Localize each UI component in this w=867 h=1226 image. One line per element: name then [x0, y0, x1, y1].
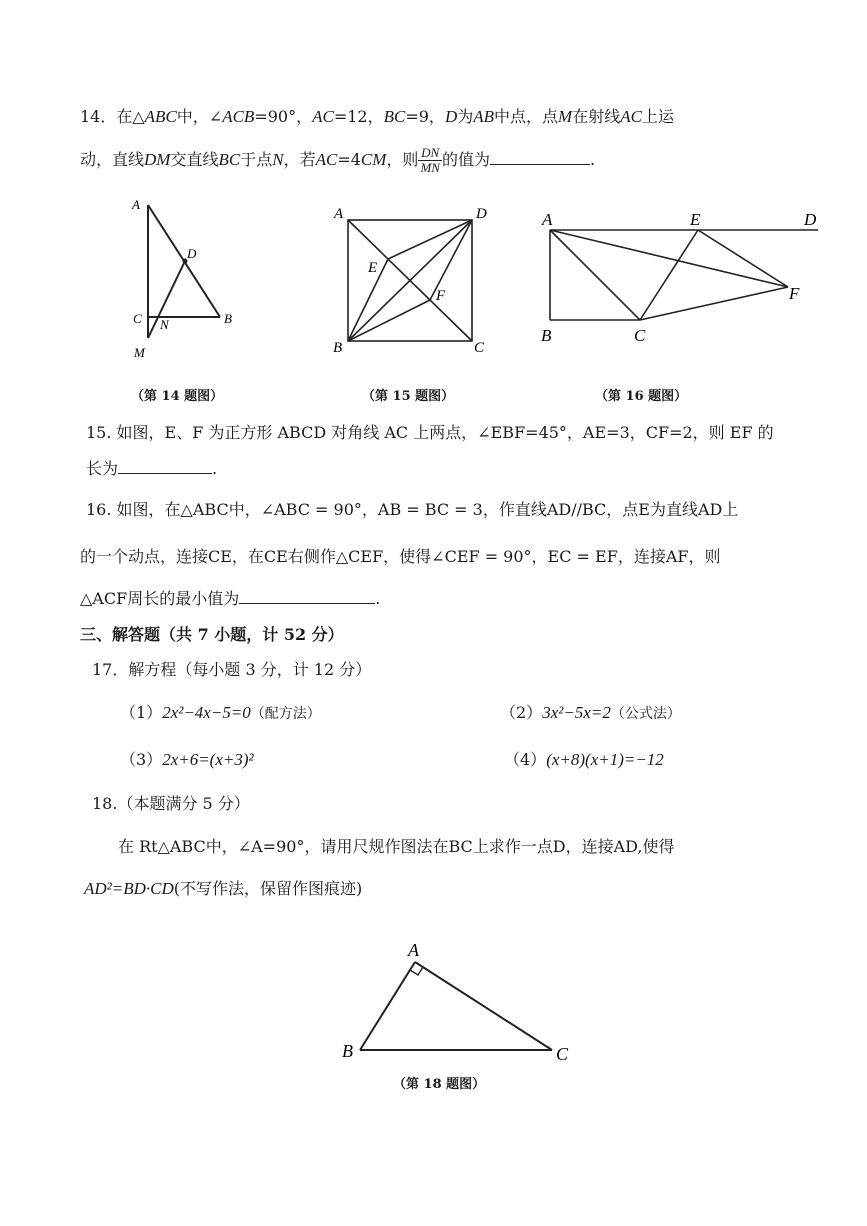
- label-b: B: [333, 340, 343, 356]
- text: 2x+6=(x+3)²: [162, 750, 254, 769]
- text: AD²=BD·CD: [84, 879, 174, 898]
- seg-ce: [640, 230, 698, 320]
- label-c: C: [634, 326, 646, 345]
- text: 的一个动点，连接CE，在CE右侧作△CEF，使得∠CEF = 90°，EC = EF，连接AF，则: [80, 547, 721, 566]
- answer-blank[interactable]: [490, 150, 590, 165]
- answer-blank[interactable]: [118, 459, 212, 474]
- seg-ac: [415, 962, 552, 1050]
- q16-line3: [80, 586, 380, 609]
- text: =4: [337, 150, 361, 169]
- q18-line1: [118, 834, 674, 857]
- text: DN: [418, 146, 442, 161]
- q18-line2: [84, 876, 362, 899]
- caption-fig16: （第 16 题图）: [595, 389, 688, 404]
- text: D: [444, 107, 458, 126]
- text: DM: [144, 150, 171, 169]
- q14-line2: [80, 146, 595, 175]
- text: 为: [457, 107, 474, 126]
- label-a: A: [542, 210, 553, 229]
- text: （2）: [500, 703, 543, 722]
- text: AC: [620, 107, 642, 126]
- text: 的值为: [441, 150, 490, 169]
- seg-ef: [698, 230, 788, 287]
- seg-cf: [640, 287, 788, 320]
- text: （3）: [120, 750, 163, 769]
- text: BC: [218, 150, 241, 169]
- label-d: D: [804, 210, 817, 229]
- q16-line2: [80, 544, 720, 567]
- q17-title: 17．解方程（每小题 3 分，计 12 分）: [92, 660, 372, 679]
- label-a: A: [132, 197, 140, 212]
- text: N: [272, 150, 284, 169]
- label-d: D: [476, 206, 487, 222]
- label-c: C: [133, 311, 142, 326]
- q15-line2: [86, 456, 217, 479]
- seg-dm: [148, 261, 185, 338]
- text: （4）: [504, 750, 547, 769]
- text: 于点: [240, 150, 273, 169]
- seg-ab: [360, 962, 415, 1050]
- seg-fd: [430, 220, 472, 300]
- text: 14．在△: [80, 107, 145, 126]
- text: ，若: [283, 150, 316, 169]
- text: 2x²−4x−5=0: [162, 703, 251, 722]
- q14-line1: [80, 104, 674, 127]
- text: ，则: [386, 150, 419, 169]
- point-d: [183, 259, 188, 264]
- text: 在射线: [572, 107, 621, 126]
- q18-title: 18.（本题满分 5 分）: [92, 794, 250, 813]
- q16-line1: [86, 497, 738, 520]
- text: （配方法）: [250, 706, 321, 722]
- text: =9，: [405, 107, 445, 126]
- seg-be: [348, 259, 388, 341]
- q17-p4: [504, 747, 664, 770]
- text: 16. 如图，在△ABC中，∠ABC = 90°，AB = BC = 3，作直线AD//BC，点E为直线AD上: [86, 500, 739, 519]
- section-3-heading: 三、解答题（共 7 小题，计 52 分）: [80, 625, 344, 644]
- q17-p2: [500, 700, 681, 723]
- text: CM: [360, 150, 387, 169]
- caption-fig15: （第 15 题图）: [362, 389, 455, 404]
- text: AC: [312, 107, 334, 126]
- q17-p3: [120, 747, 254, 770]
- text: 中，∠: [176, 107, 223, 126]
- fraction-dn-mn: [418, 146, 442, 175]
- text: 3x²−5x=2: [542, 703, 611, 722]
- seg-bf: [348, 300, 430, 341]
- text: =90°，: [254, 107, 313, 126]
- text: 动，直线: [80, 150, 145, 169]
- text: （公式法）: [610, 706, 681, 722]
- seg-af: [550, 230, 788, 287]
- q15-line1: [86, 420, 774, 443]
- text: 中点，点: [494, 107, 559, 126]
- text: MN: [420, 160, 440, 175]
- label-b: B: [342, 1041, 353, 1061]
- seg-ac: [550, 230, 640, 320]
- text: M: [558, 107, 573, 126]
- text: 交直线: [170, 150, 219, 169]
- text: 15. 如图，E、F 为正方形 ABCD 对角线 AC 上两点，∠EBF=45°，AE=3，CF=2，则 EF 的: [86, 423, 774, 442]
- diag-ac: [348, 220, 472, 341]
- text: △ACF周长的最小值为: [80, 589, 240, 608]
- label-c: C: [474, 340, 485, 356]
- right-angle-mark: [410, 967, 423, 975]
- label-n: N: [160, 317, 169, 332]
- label-f: F: [436, 288, 446, 304]
- text: .: [375, 589, 381, 608]
- text: （1）: [120, 703, 163, 722]
- label-a: A: [334, 206, 344, 222]
- text: .: [212, 459, 218, 478]
- text: AC: [315, 150, 338, 169]
- seg-ed: [388, 220, 472, 259]
- label-d: D: [187, 246, 197, 261]
- text: 上运: [641, 107, 674, 126]
- q17-p1: [120, 700, 321, 723]
- text: .: [589, 150, 596, 169]
- label-e: E: [368, 260, 378, 276]
- label-b: B: [224, 311, 232, 326]
- text: 长为: [86, 459, 119, 478]
- label-m: M: [134, 345, 145, 360]
- label-b: B: [541, 326, 552, 345]
- seg-ab: [148, 205, 220, 317]
- label-f: F: [789, 284, 800, 303]
- text: (x+8)(x+1)=−12: [546, 750, 664, 769]
- caption-fig18: （第 18 题图）: [393, 1077, 486, 1092]
- text: AB: [473, 107, 495, 126]
- square-abcd: [348, 220, 472, 341]
- text: BC: [383, 107, 406, 126]
- label-a: A: [408, 940, 419, 960]
- text: ACB: [222, 107, 255, 126]
- label-c: C: [556, 1044, 569, 1064]
- text: 在 Rt△ABC中，∠A=90°，请用尺规作图法在BC上求作一点D，连接AD,使得: [118, 837, 675, 856]
- text: =12，: [333, 107, 384, 126]
- seg-bd: [348, 220, 472, 341]
- label-e: E: [690, 210, 701, 229]
- caption-fig14: （第 14 题图）: [131, 389, 224, 404]
- text: ABC: [144, 107, 177, 126]
- answer-blank[interactable]: [239, 589, 375, 604]
- text: (不写作法，保留作图痕迹): [173, 879, 363, 898]
